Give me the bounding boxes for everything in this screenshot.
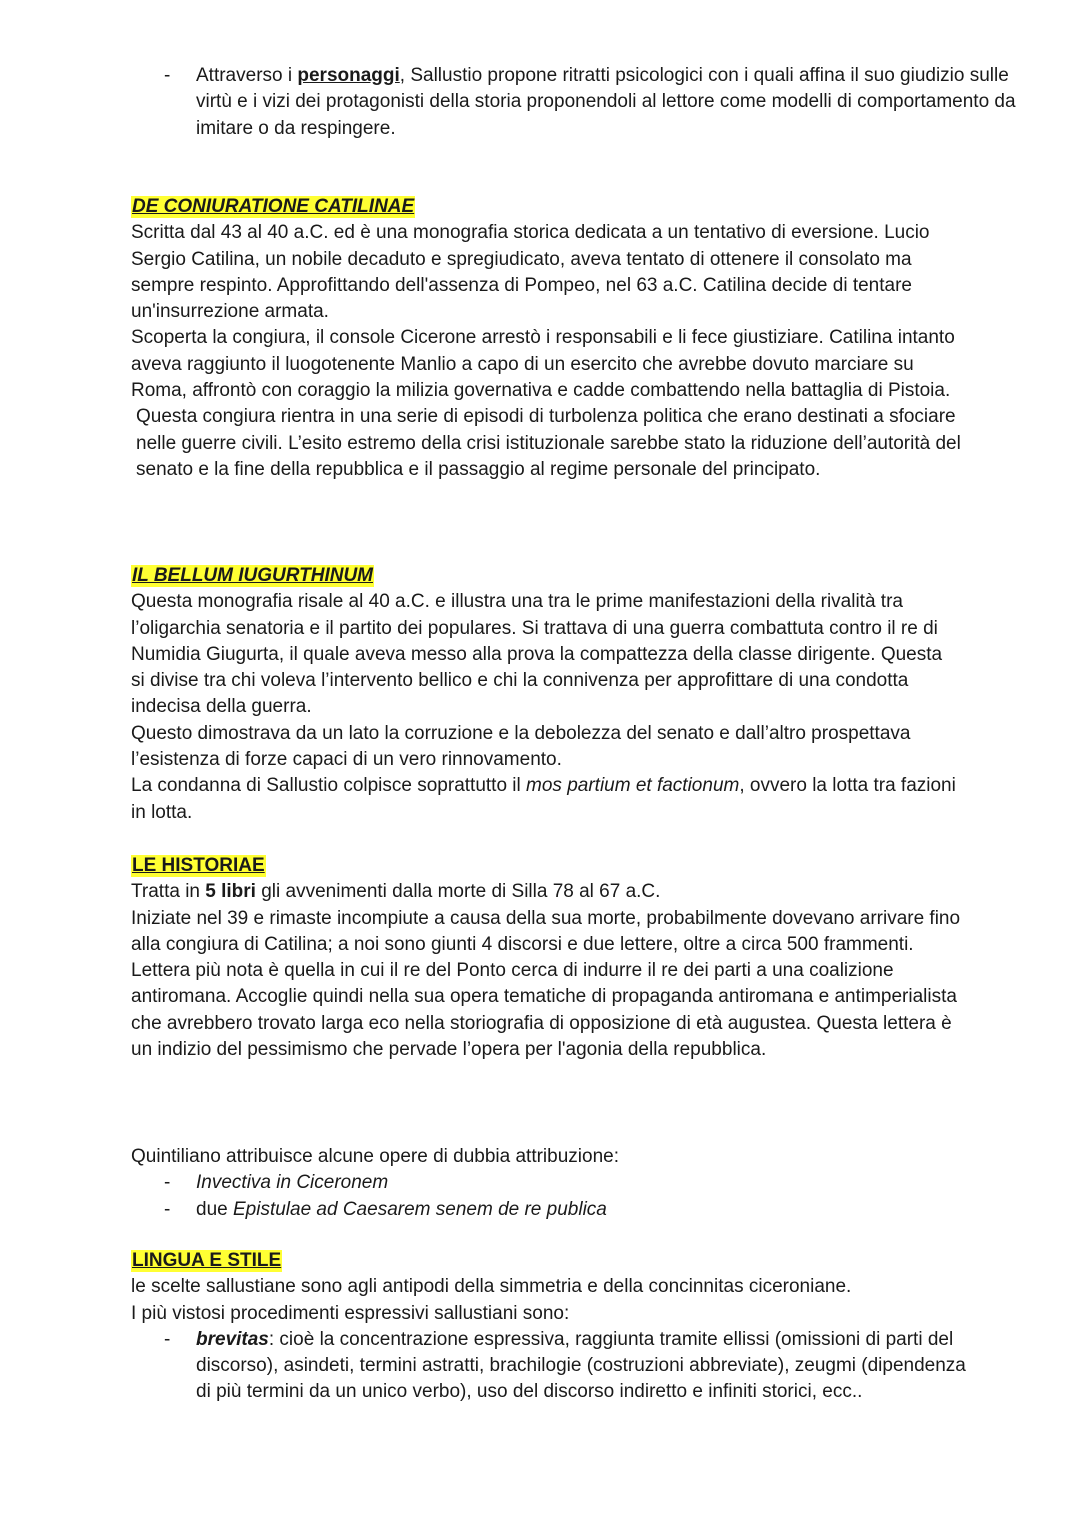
paragraph: Questo dimostrava da un lato la corruzione e la debolezza del senato e dall’altro prospettava l’esistenza di forze capaci di un vero rinnovamento. [131,722,911,771]
section-dubbie [131,1144,961,1223]
section-heading: LINGUA E STILE [132,1250,282,1271]
paragraph: Questa congiura rientra in una serie di episodi di turbolenza politica che erano destinati a sfociare nelle guerre civili. L’esito estremo della crisi istituzionale sarebbe stato la riduzione dell’autorità del senato e la fine della repubblica e il passaggio al regime personale del principato. [136,406,961,480]
paragraph: Lettera più nota è quella in cui il re del Ponto cerca di indurre il re dei parti a una coalizione antiromana. Accoglie quindi nella sua opera tematiche di propaganda antiromana e antimperialista che avrebbero trovato larga eco nella storiografia di opposizione di età augustea. Questa lettera è un indizio del pessimismo che pervade l’opera per l'agonia della repubblica. [131,960,957,1061]
section-heading: LE HISTORIAE [132,855,265,876]
section-iugurthinum [131,563,961,826]
personaggi-term: personaggi [297,65,400,86]
list-item: - Invectiva in Ciceronem [0,1170,961,1196]
bullet-dash: - [164,1198,171,1220]
paragraph: le scelte sallustiane sono agli antipodi della simmetria e della concinnitas ciceroniane. [131,1276,852,1298]
section-historiae [131,853,961,1063]
paragraph: I più vistosi procedimenti espressivi sallustiani sono: [131,1302,570,1324]
paragraph: Iniziate nel 39 e rimaste incompiute a causa della sua morte, probabilmente dovevano arrivare fino alla congiura di Catilina; a noi sono giunti 4 discorsi e due lettere, oltre a circa 500 frammenti. [131,907,961,955]
section-heading: DE CONIURATIONE CATILINAE [132,196,415,217]
section-stile [131,1248,966,1406]
paragraph: Questa monografia risale al 40 a.C. e illustra una tra le prime manifestazioni della rivalità tra l’oligarchia senatoria e il partito dei populares. Si trattava di una guerra combattuta contro il re di Numidia Giugurta, il quale aveva messo alla prova la compattezza della classe dirigente. Questa si divise tra chi voleva l’intervento bellico e chi la connivenza per approfittare di una condotta indecisa della guerra. [131,591,943,718]
intro-paragraph: Attraverso i personaggi, Sallustio propone ritratti psicologici con i quali affina il suo giudizio sulle virtù e i vizi dei protagonisti della storia proponendoli al lettore come modelli di comportamento da imitare o da respingere. [196,65,1016,139]
bullet-dash: - [164,65,171,86]
paragraph: Scritta dal 43 al 40 a.C. ed è una monografia storica dedicata a un tentativo di eversione. Lucio Sergio Catilina, un nobile decaduto e spregiudicato, aveva tentato di ottenere il consolato ma sempre respinto. Approfittando dell'assenza di Pompeo, nel 63 a.C. Catilina decide di tentare un'insurrezione armata. [131,222,930,323]
paragraph: Quintiliano attribuisce alcune opere di dubbia attribuzione: [131,1146,619,1167]
intro-bullet [131,63,1026,142]
paragraph: La condanna di Sallustio colpisce soprattutto il mos partium et factionum, ovvero la lotta tra fazioni in lotta. [131,775,956,823]
list-item: - due Epistulae ad Caesarem senem de re publica [0,1197,961,1223]
section-heading: IL BELLUM IUGURTHINUM [132,565,374,586]
paragraph: Scoperta la congiura, il console Cicerone arrestò i responsabili e li fece giustiziare. Catilina intanto aveva raggiunto il luogotenente Manlio a capo di un esercito che avrebbe dovuto marciare su Roma, affrontò con coraggio la milizia governativa e cadde combattendo nella battaglia di Pistoia. [131,327,955,402]
section-catilinae [131,194,961,483]
bullet-dash: - [164,1328,171,1350]
brevitas-term: brevitas [196,1328,269,1350]
paragraph: Tratta in 5 libri gli avvenimenti dalla morte di Silla 78 al 67 a.C. [131,881,661,903]
list-item: - brevitas: cioè la concentrazione espressiva, raggiunta tramite ellissi (omissioni di parti del discorso), asindeti, termini astratti, brachilogie (costruzioni abbreviate), zeugmi (dipendenza di più termini da un unico verbo), uso del discorso indiretto e infiniti storici, ecc.. [164,1328,966,1403]
bullet-dash: - [164,1172,171,1194]
